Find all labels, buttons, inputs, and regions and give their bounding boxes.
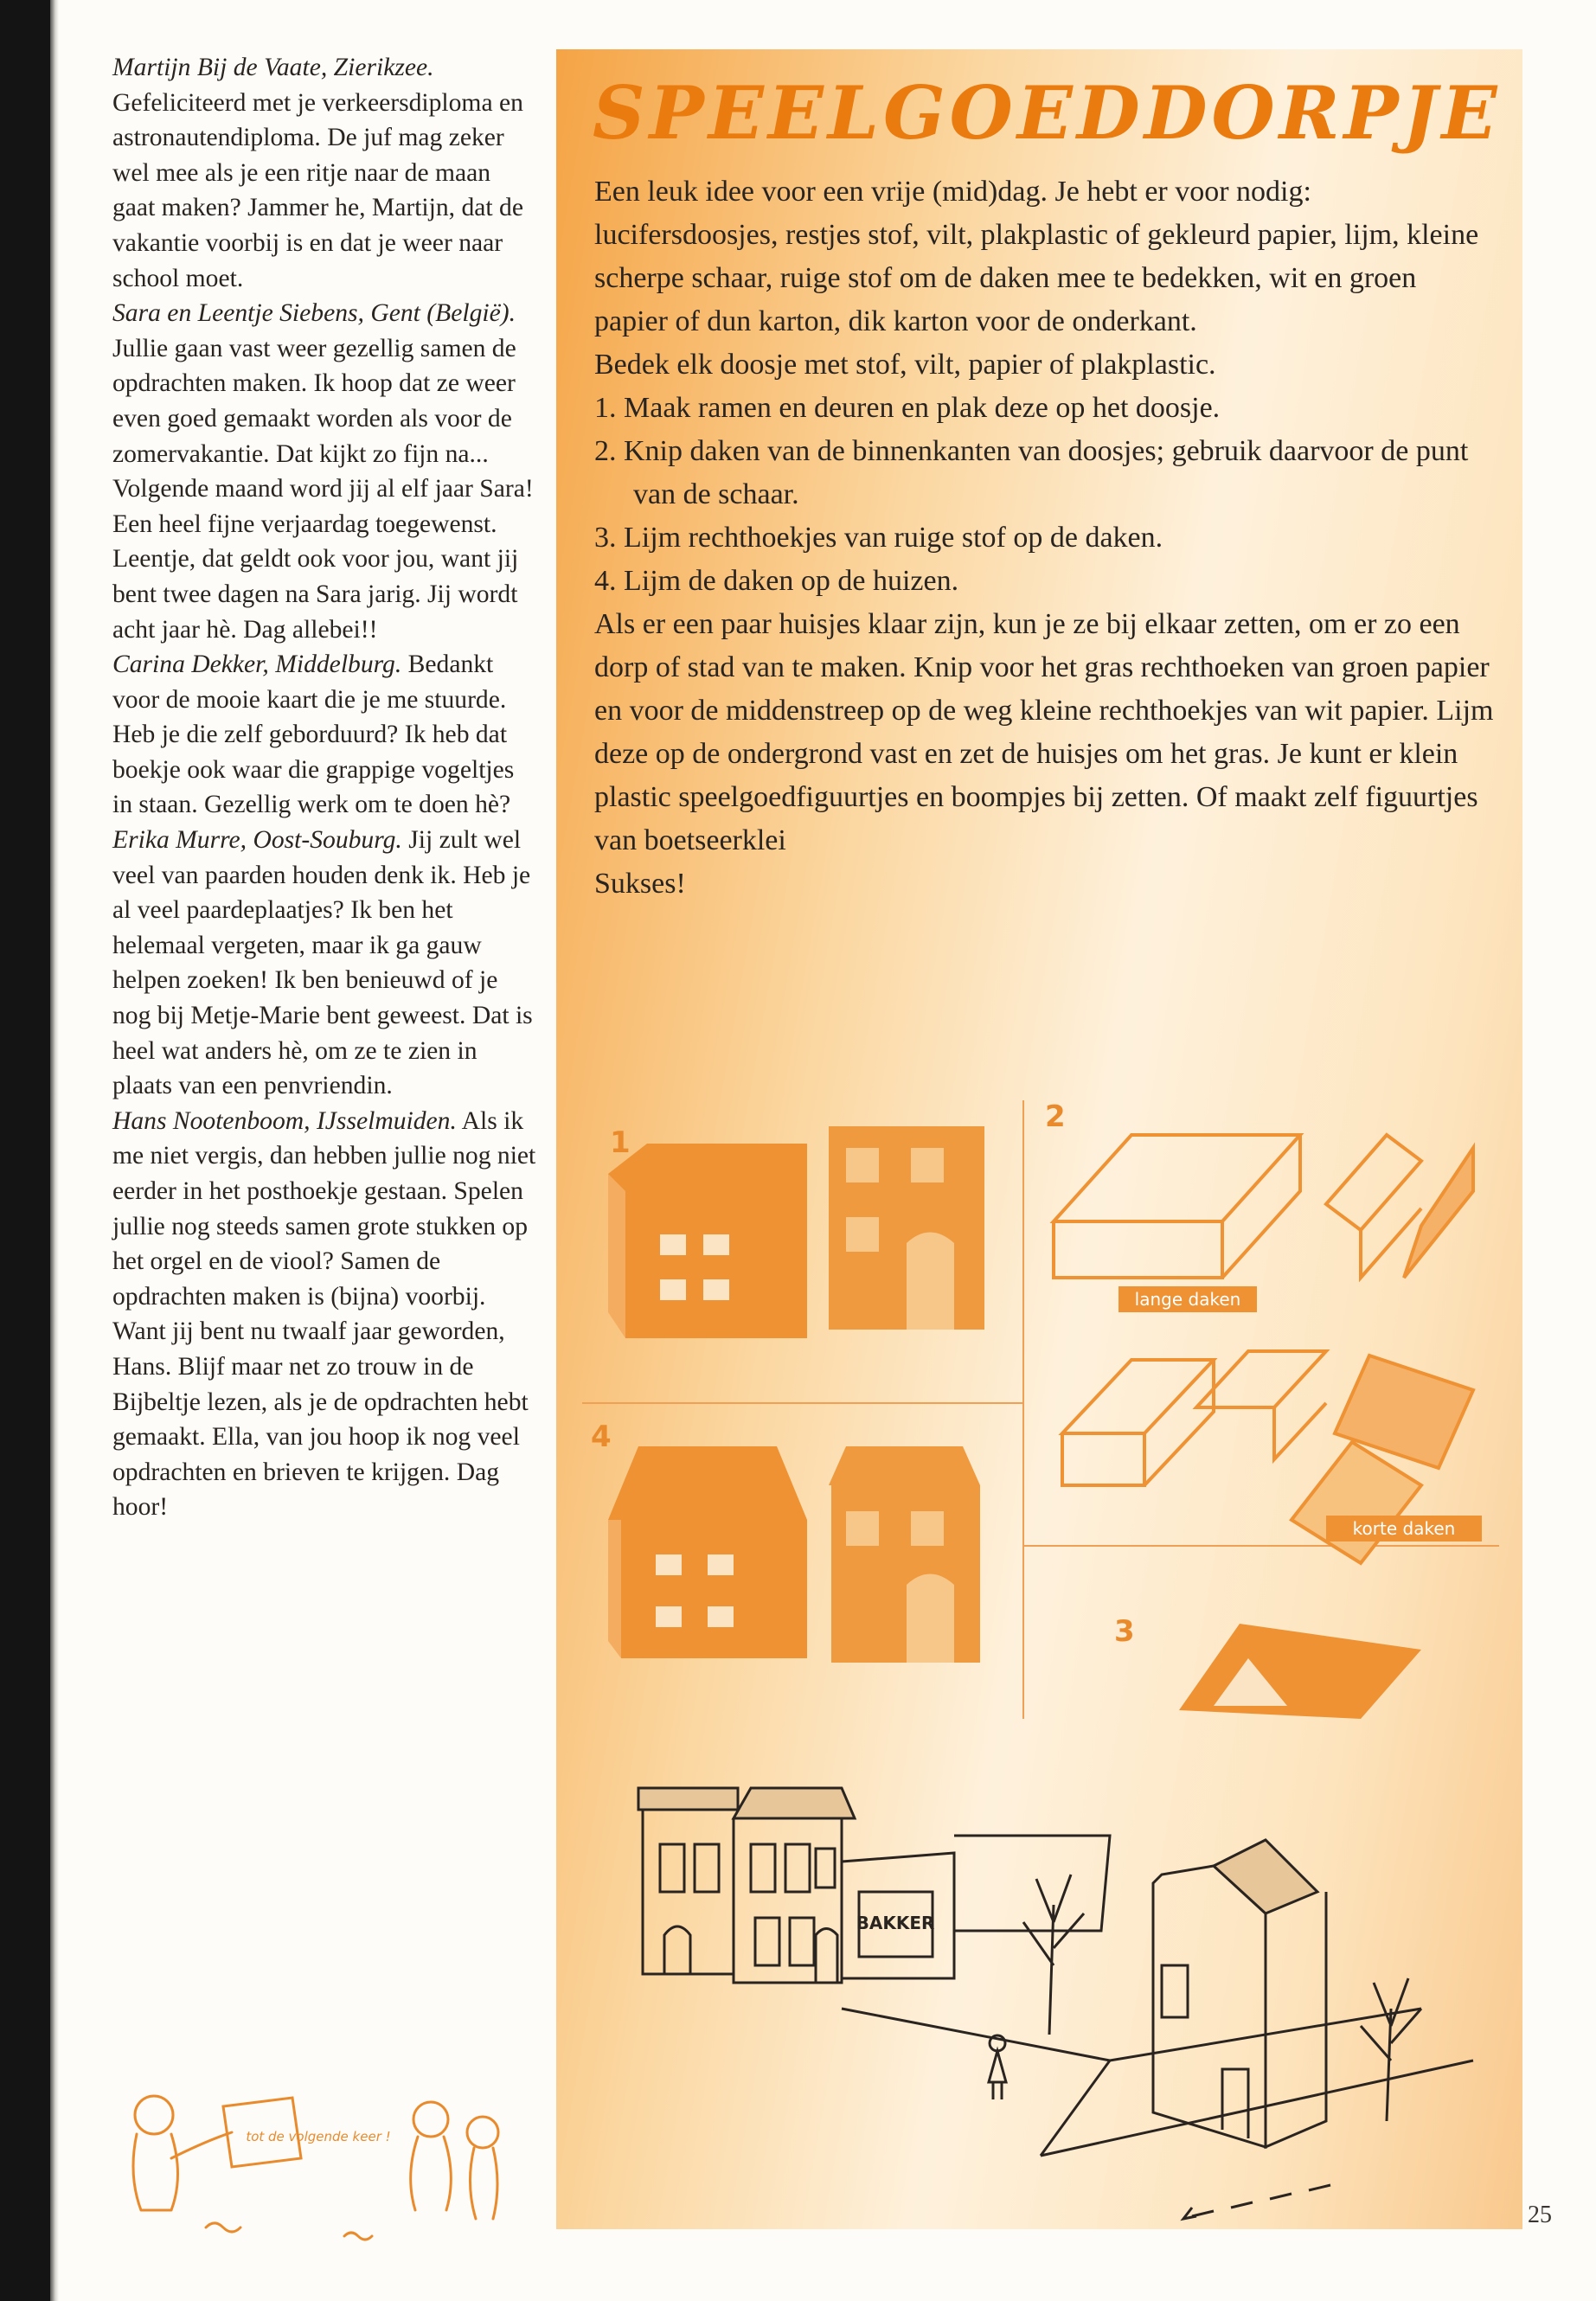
letter-name: Carina Dekker, Middelburg. — [112, 651, 402, 679]
letter-hans — [112, 1104, 536, 1525]
figure-3-label: 3 — [1114, 1614, 1135, 1649]
page-gutter — [50, 0, 59, 2301]
book-spine — [0, 0, 50, 2301]
step-item: 2. Knip daken van de binnenkanten van doosjes; gebruik daarvoor de punt van de schaar. — [594, 435, 1469, 510]
letter-text: Als ik me niet vergis, dan hebben jullie nog niet eerder in het posthoekje gestaan. Spelen jullie nog steeds samen grote stukken op het orgel en de viool? Samen de opdrachten maken is (bijna) voorbij. Want jij bent nu twaalf jaar geworden, Hans. Blijf maar net zo trouw in de Bijbeltje lezen, als je de opdrachten hebt gemaakt. Ella, van jou hoop ik nog veel opdrachten en brieven te krijgen. Dag hoor! — [112, 1106, 536, 1522]
shop-sign: BAKKER — [856, 1913, 935, 1933]
figure-2-long-roofs — [1054, 1135, 1473, 1278]
letter-sara-leentje — [112, 296, 536, 647]
letters-column — [112, 50, 536, 1525]
letter-text: Jullie gaan vast weer gezellig samen de opdrachten maken. Ik hoop dat ze weer even goed gemaakt worden als voor de zomervakantie. Dat kijkt zo fijn na... Volgende maand word jij al elf jaar Sara! Een heel fijne verjaardag toegewenst. Leentje, dat geldt ook voor jou, want jij bent twee dagen na Sara jarig. Jij wordt acht jaar hè. Dag allebei!! — [112, 334, 534, 644]
article-outro: Als er een paar huisjes klaar zijn, kun je ze bij elkaar zetten, om er zo een dorp of stad van te maken. Knip voor het gras rechthoeken van groen papier en voor de middenstreep op de weg kleine rechthoekjes van wit papier. Lijm deze op de ondergrond vast en zet de huisjes om het gras. Je kunt er klein plastic speelgoedfiguurtjes en boompjes bij zetten. Of maakt zelf figuurtjes van boetseerklei — [594, 608, 1494, 856]
letter-name: Erika Murre, Oost-Souburg. — [112, 826, 402, 855]
page-number: 25 — [1528, 2202, 1552, 2228]
letter-text: Jij zult wel veel van paarden houden denk ik. Heb je al veel paardeplaatjes? Ik ben het helemaal vergeten, maar ik ga gauw helpen zoeken! Ik ben benieuwd of je nog bij Metje-Marie bent geweest. Dat is heel wat anders hè, om ze te zien in plaats van een penvriendin. — [112, 826, 533, 1100]
article-cover-instruction: Bedek elk doosje met stof, vilt, papier of plakplastic. — [594, 349, 1216, 381]
figure-1-label: 1 — [610, 1125, 631, 1160]
letter-text: Gefeliciteerd met je verkeersdiploma en astronautendiploma. De juf mag zeker wel mee als je een ritje naar de maan gaat maken? Jammer he, Martijn, dat de vakantie voorbij is en dat je weer naar school moet. — [112, 88, 523, 292]
tree-icon — [1361, 1978, 1421, 2121]
letter-carina — [112, 647, 536, 823]
letter-place: Zierikzee. — [333, 54, 434, 81]
village-street-scene — [556, 1749, 1522, 2229]
article-steps — [594, 387, 1494, 603]
figure-4-houses — [608, 1446, 980, 1663]
tree-icon — [1023, 1875, 1084, 2035]
doodle-text: tot de volgende keer ! — [246, 2129, 391, 2144]
child-body-icon — [133, 2134, 178, 2210]
letter-name: Hans Nootenboom, — [112, 1106, 311, 1135]
letter-martijn — [112, 50, 536, 296]
figure-2-label: 2 — [1045, 1099, 1066, 1134]
figure-1-houses — [608, 1126, 984, 1338]
caption-short-roofs: korte daken — [1352, 1518, 1456, 1539]
letter-text: Bedankt voor de mooie kaart die je me stuurde. Heb je die zelf geborduurd? Ik heb dat boekje ook waar die grappige vogeltjes in staan. Gezellig werk om te doen hè? — [112, 651, 515, 819]
step-item: 4. Lijm de daken op de huizen. — [594, 565, 959, 597]
step-item: 3. Lijm rechthoekjes van ruige stof op de daken. — [594, 522, 1163, 554]
article-closing: Sukses! — [594, 868, 686, 900]
letter-place: IJsselmuiden. — [316, 1106, 457, 1135]
figure-3-roof — [1179, 1624, 1421, 1719]
letter-name: Martijn Bij de Vaate, — [112, 54, 328, 81]
step-item: 1. Maak ramen en deuren en plak deze op het doosje. — [594, 392, 1221, 424]
figure-4-label: 4 — [591, 1420, 612, 1454]
doodle-illustration — [102, 2080, 535, 2271]
article-intro: Een leuk idee voor een vrije (mid)dag. Je hebt er voor nodig: lucifersdoosjes, restjes stof, vilt, plakplastic of gekleurd papier, lijm, kleine scherpe schaar, ruige stof om de daken mee te bedekken, wit en groen papier of dun karton, dik karton voor de onderkant. — [594, 176, 1479, 337]
article-title: SPEELGOEDDORPJE — [593, 70, 1502, 156]
letter-name: Sara en Leentje Siebens, Gent — [112, 299, 420, 328]
letter-place: (België). — [426, 299, 516, 328]
craft-article-panel — [556, 49, 1522, 2229]
instruction-drawings — [556, 1053, 1522, 1745]
letter-erika — [112, 823, 536, 1104]
child-head-icon — [135, 2096, 173, 2134]
arrow-icon — [1183, 2208, 1196, 2219]
caption-long-roofs: lange daken — [1134, 1289, 1241, 1310]
article-body — [594, 170, 1494, 906]
